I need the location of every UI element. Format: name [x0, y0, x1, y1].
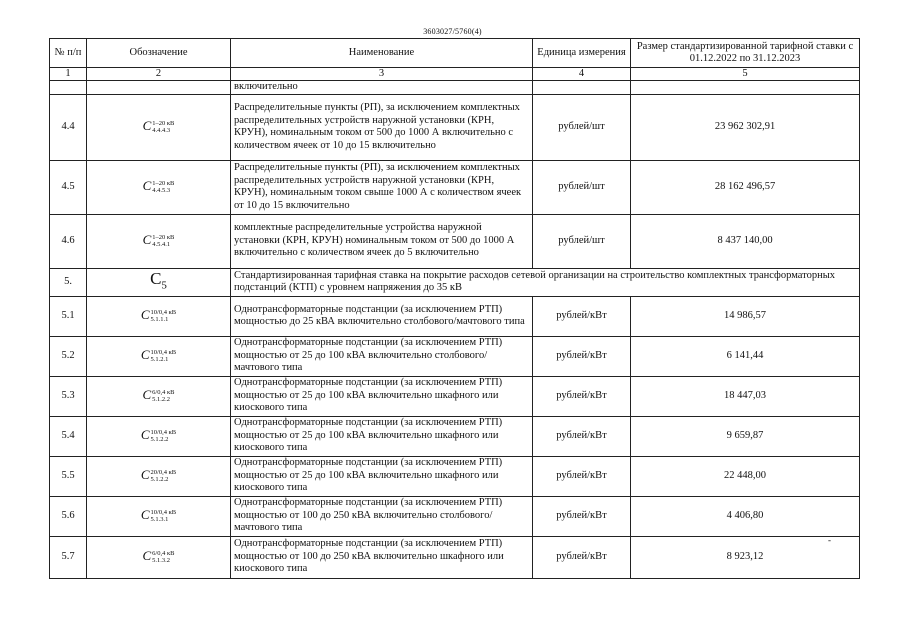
symbol-base: C — [140, 426, 150, 442]
row-value: 8 437 140,00 — [631, 214, 860, 268]
row-name: комплектные распределительные устройства наружной установки (КРН, КРУН) номинальным током от 500 до 1000 А включительно с количеством ячеек до 5 включительно — [231, 214, 533, 268]
section-designation — [87, 268, 231, 296]
column-index: 4 — [533, 68, 631, 81]
row-unit: рублей/шт — [533, 160, 631, 214]
table-row — [50, 296, 860, 336]
row-unit: рублей/кВт — [533, 296, 631, 336]
column-index: 5 — [631, 68, 860, 81]
row-number: 4.6 — [50, 214, 87, 268]
symbol-base: C — [140, 506, 150, 522]
symbol-superscript: 1–20 кВ — [152, 234, 175, 242]
symbol-base: C — [142, 117, 152, 133]
row-unit: рублей/шт — [533, 94, 631, 160]
symbol-superscript: 6/0,4 кВ — [152, 389, 175, 397]
row-unit: рублей/кВт — [533, 496, 631, 536]
row-name: Однотрансформаторные подстанции (за исключением РТП) мощностью от 25 до 100 кВА включительно шкафного или киоскового типа — [231, 456, 533, 496]
section-name: Стандартизированная тарифная ставка на покрытие расходов сетевой организации на строительство комплектных трансформаторных подстанций (КТП) с уровнем напряжения до 35 кВ — [231, 268, 860, 296]
table-row — [50, 336, 860, 376]
table-row — [50, 416, 860, 456]
row-value: 4 406,80 — [631, 496, 860, 536]
row-name: Однотрансформаторные подстанции (за исключением РТП) мощностью от 100 до 250 кВА включительно шкафного или киоскового типа — [231, 536, 533, 578]
row-value: 23 962 302,91 — [631, 94, 860, 160]
section-row — [50, 268, 860, 296]
symbol-subscript: 5 — [161, 278, 167, 291]
row-designation — [87, 376, 231, 416]
row-designation — [87, 296, 231, 336]
row-unit: рублей/шт — [533, 214, 631, 268]
row-unit: рублей/кВт — [533, 536, 631, 578]
row-name: Однотрансформаторные подстанции (за исключением РТП) мощностью от 100 до 250 кВА включительно столбового/мачтового типа — [231, 496, 533, 536]
symbol-subscript: 5.1.2.2 — [152, 396, 171, 404]
row-number: 5.1 — [50, 296, 87, 336]
header-designation: Обозначение — [87, 39, 231, 68]
symbol-base: C — [142, 386, 152, 402]
row-value: 22 448,00 — [631, 456, 860, 496]
row-number: 5.6 — [50, 496, 87, 536]
row-designation — [87, 214, 231, 268]
header-unit: Единица измерения — [533, 39, 631, 68]
symbol-base: C — [142, 177, 152, 193]
row-designation — [87, 160, 231, 214]
symbol-subscript: 5.1.2.2 — [150, 476, 169, 484]
tariff-table — [49, 38, 860, 579]
row-name: Однотрансформаторные подстанции (за исключением РТП) мощностью от 25 до 100 кВА включительно шкафного или киоскового типа — [231, 376, 533, 416]
continuation-text: включительно — [231, 81, 533, 95]
column-index: 3 — [231, 68, 533, 81]
row-number: 4.5 — [50, 160, 87, 214]
row-value: 9 659,87 — [631, 416, 860, 456]
row-name: Распределительные пункты (РП), за исключением комплектных распределительных устройств наружной установки (КРН, КРУН), номинальным током свыше 1000 А с количеством ячеек от 10 до 15 включительно — [231, 160, 533, 214]
header-rate: Размер стандартизированной тарифной ставки с 01.12.2022 по 31.12.2023 — [631, 39, 860, 68]
symbol-superscript: 10/0,4 кВ — [150, 509, 177, 517]
table-row — [50, 160, 860, 214]
header-name: Наименование — [231, 39, 533, 68]
row-value: 14 986,57 — [631, 296, 860, 336]
symbol-superscript: 20/0,4 кВ — [150, 469, 177, 477]
row-designation — [87, 336, 231, 376]
row-value: 6 141,44 — [631, 336, 860, 376]
symbol-superscript: 1–20 кВ — [152, 180, 175, 188]
continuation-row — [50, 81, 860, 95]
column-index: 2 — [87, 68, 231, 81]
column-index-row — [50, 68, 860, 81]
section-number: 5. — [50, 268, 87, 296]
row-number: 5.3 — [50, 376, 87, 416]
row-name: Однотрансформаторные подстанции (за исключением РТП) мощностью до 25 кВА включительно столбового/мачтового типа — [231, 296, 533, 336]
symbol-base: C — [140, 306, 150, 322]
row-unit: рублей/кВт — [533, 336, 631, 376]
document-id: 3603027/5760(4) — [423, 27, 482, 36]
row-number: 5.5 — [50, 456, 87, 496]
symbol-subscript: 4.5.4.1 — [152, 241, 171, 249]
row-number: 5.2 — [50, 336, 87, 376]
symbol-base: C — [140, 466, 150, 482]
symbol-subscript: 4.4.5.3 — [152, 187, 171, 195]
row-designation — [87, 94, 231, 160]
row-name: Однотрансформаторные подстанции (за исключением РТП) мощностью от 25 до 100 кВА включительно шкафного или киоскового типа — [231, 416, 533, 456]
table-row — [50, 536, 860, 578]
table-row — [50, 94, 860, 160]
symbol-subscript: 5.1.3.2 — [152, 557, 171, 565]
header-number: № п/п — [50, 39, 87, 68]
row-value: 8 923,12 — [631, 536, 860, 578]
symbol-base: C — [142, 231, 152, 247]
symbol-subscript: 5.1.1.1 — [150, 316, 169, 324]
symbol-base: C — [142, 547, 152, 563]
row-name: Однотрансформаторные подстанции (за исключением РТП) мощностью от 25 до 100 кВА включительно столбового/мачтового типа — [231, 336, 533, 376]
row-unit: рублей/кВт — [533, 456, 631, 496]
table-row — [50, 214, 860, 268]
symbol-superscript: 10/0,4 кВ — [150, 429, 177, 437]
row-designation — [87, 536, 231, 578]
row-designation — [87, 456, 231, 496]
column-index: 1 — [50, 68, 87, 81]
symbol-superscript: 10/0,4 кВ — [150, 349, 177, 357]
symbol-superscript: 10/0,4 кВ — [150, 309, 177, 317]
symbol-subscript: 4.4.4.3 — [152, 127, 171, 135]
row-number: 5.7 — [50, 536, 87, 578]
row-designation — [87, 416, 231, 456]
symbol-base: C — [150, 268, 162, 288]
symbol-superscript: 1–20 кВ — [152, 120, 175, 128]
symbol-subscript: 5.1.2.2 — [150, 436, 169, 444]
row-number: 5.4 — [50, 416, 87, 456]
row-unit: рублей/кВт — [533, 416, 631, 456]
table-row — [50, 376, 860, 416]
stray-mark: - — [828, 535, 831, 545]
symbol-superscript: 6/0,4 кВ — [152, 550, 175, 558]
row-unit: рублей/кВт — [533, 376, 631, 416]
row-designation — [87, 496, 231, 536]
table-row — [50, 456, 860, 496]
row-number: 4.4 — [50, 94, 87, 160]
symbol-subscript: 5.1.3.1 — [150, 516, 169, 524]
symbol-base: C — [140, 346, 150, 362]
row-value: 28 162 496,57 — [631, 160, 860, 214]
row-value: 18 447,03 — [631, 376, 860, 416]
row-name: Распределительные пункты (РП), за исключением комплектных распределительных устройств наружной установки (КРН, КРУН), номинальным током от 500 до 1000 А включительно с количеством ячеек от 10 до 15 включительно — [231, 94, 533, 160]
symbol-subscript: 5.1.2.1 — [150, 356, 169, 364]
table-row — [50, 496, 860, 536]
